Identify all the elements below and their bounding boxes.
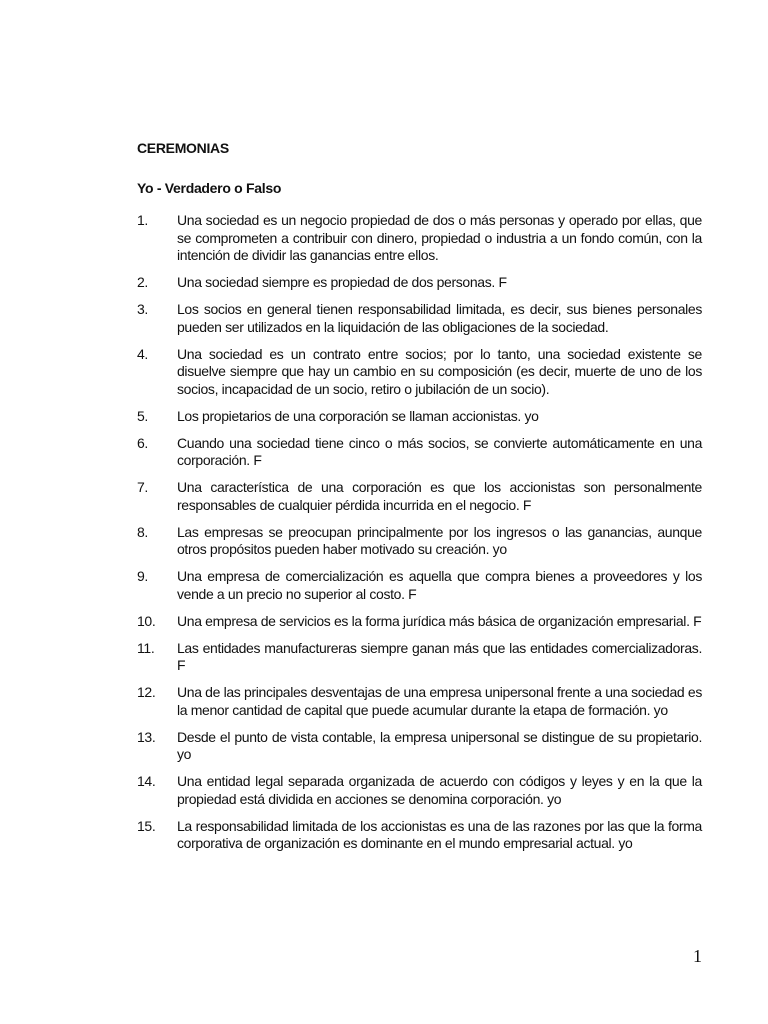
question-item [137, 613, 702, 631]
question-item [137, 818, 702, 853]
question-text: Las empresas se preocupan principalmente por los ingresos o las ganancias, aunque otros propósitos pueden haber motivado su creación. yo [177, 523, 702, 557]
question-number: 7. [137, 479, 148, 495]
question-number: 8. [137, 523, 148, 540]
question-number: 2. [137, 274, 148, 290]
question-item [137, 408, 702, 426]
question-text: Los propietarios de una corporación se llaman accionistas. yo [177, 407, 539, 424]
question-item [137, 684, 702, 719]
question-text: Una sociedad es un contrato entre socios; por lo tanto, una sociedad existente se disuelve siempre que hay un cambio en su composición (es decir, muerte de uno de los socios, incapacidad de un socio, retiro o jubilación de un socio). [177, 345, 702, 397]
question-item [137, 524, 702, 559]
question-number: 4. [137, 345, 148, 362]
question-text: Una característica de una corporación es que los accionistas son personalmente responsables de cualquier pérdida incurrida en el negocio. F [177, 479, 702, 513]
question-item [137, 212, 702, 265]
question-item [137, 479, 702, 514]
question-list [137, 212, 702, 853]
question-text: Una sociedad siempre es propiedad de dos personas. F [177, 274, 507, 290]
question-text: Los socios en general tienen responsabilidad limitada, es decir, sus bienes personales pueden ser utilizados en la liquidación de las obligaciones de la sociedad. [177, 301, 702, 335]
question-text: Una sociedad es un negocio propiedad de dos o más personas y operado por ellas, que se comprometen a contribuir con dinero, propiedad o industria a un fondo común, con la intención de dividir las ganancias entre ellos. [177, 212, 702, 263]
question-number: 10. [137, 612, 156, 629]
question-item [137, 435, 702, 470]
question-number: 12. [137, 684, 156, 700]
document-title: CEREMONIAS [137, 140, 229, 156]
question-number: 14. [137, 773, 156, 789]
question-item [137, 274, 702, 292]
question-item [137, 568, 702, 603]
question-text: Cuando una sociedad tiene cinco o más socios, se convierte automáticamente en una corporación. F [177, 434, 702, 468]
question-text: Desde el punto de vista contable, la empresa unipersonal se distingue de su propietario. yo [177, 728, 702, 762]
question-text: Una de las principales desventajas de una empresa unipersonal frente a una sociedad es la menor cantidad de capital que puede acumular durante la etapa de formación. yo [177, 684, 702, 718]
question-number: 5. [137, 407, 148, 424]
question-text: Las entidades manufactureras siempre ganan más que las entidades comercializadoras. F [177, 639, 702, 673]
question-number: 9. [137, 568, 148, 584]
question-text: Una empresa de servicios es la forma jurídica más básica de organización empresarial. F [177, 612, 702, 629]
question-item [137, 301, 702, 336]
question-number: 6. [137, 434, 148, 451]
question-number: 3. [137, 301, 148, 317]
question-number: 1. [137, 212, 148, 228]
page-number: 1 [693, 946, 702, 966]
question-number: 15. [137, 817, 156, 834]
document-body [137, 139, 702, 862]
question-number: 13. [137, 728, 156, 745]
question-number: 11. [137, 639, 155, 656]
section-title: Yo - Verdadero o Falso [137, 180, 282, 196]
question-item [137, 640, 702, 675]
question-item [137, 773, 702, 808]
question-text: Una empresa de comercialización es aquella que compra bienes a proveedores y los vende a un precio no superior al costo. F [177, 568, 702, 602]
question-text: La responsabilidad limitada de los accionistas es una de las razones por las que la forma corporativa de organización es dominante en el mundo empresarial actual. yo [177, 817, 702, 851]
question-item [137, 346, 702, 399]
question-item [137, 729, 702, 764]
question-text: Una entidad legal separada organizada de acuerdo con códigos y leyes y en la que la propiedad está dividida en acciones se denomina corporación. yo [177, 773, 702, 807]
